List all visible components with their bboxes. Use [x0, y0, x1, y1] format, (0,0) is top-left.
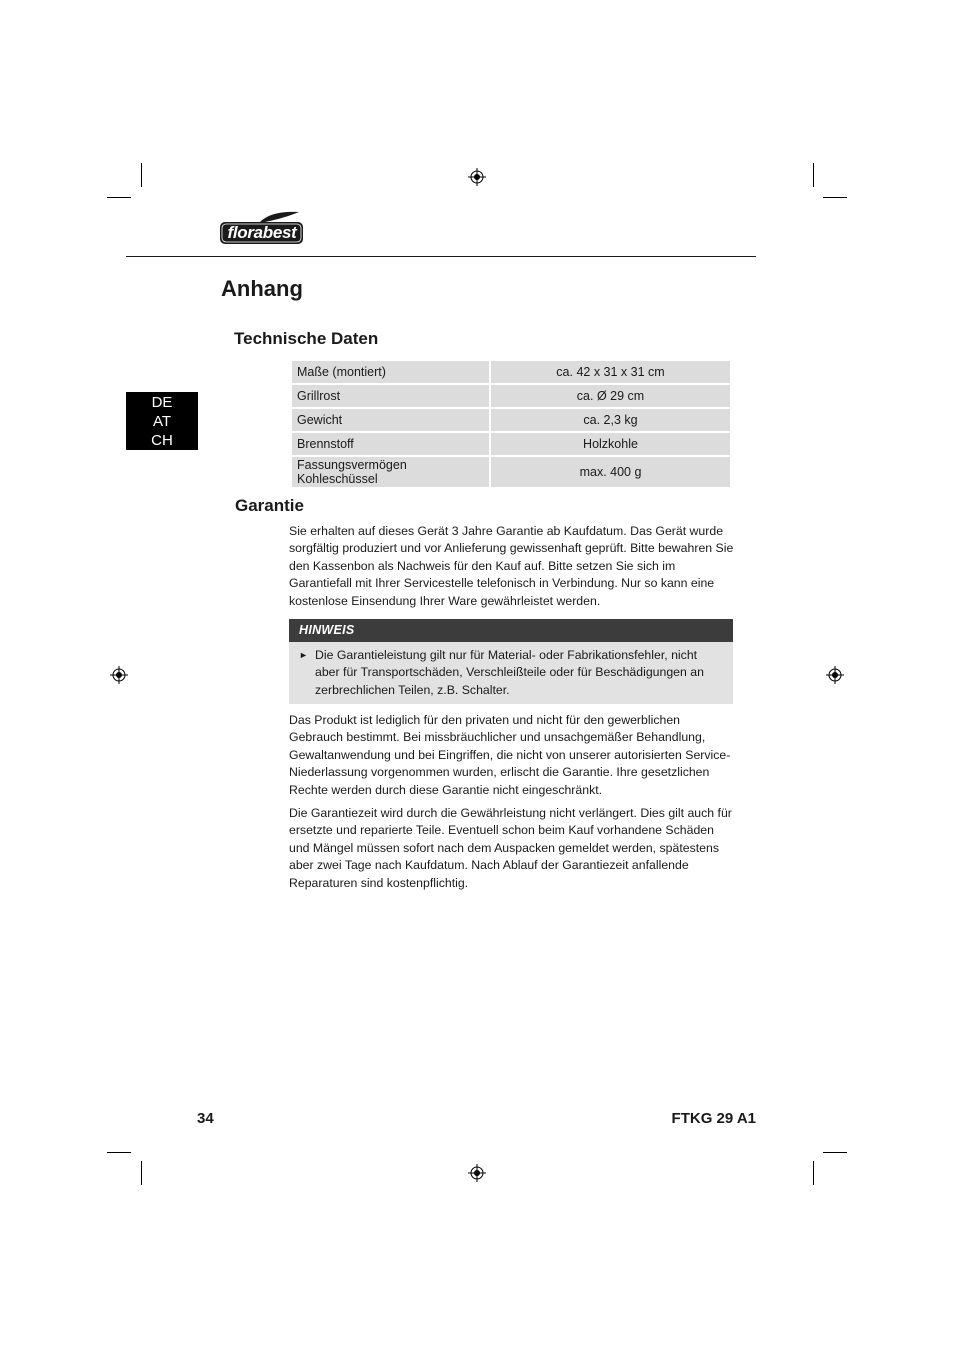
note-body	[289, 642, 733, 704]
crop-mark	[823, 1152, 847, 1153]
crop-mark	[107, 197, 131, 198]
warranty-paragraph: Das Produkt ist lediglich für den privaten und nicht für den gewerblichen Gebrauch bestimmt. Bei missbräuchlicher und unsachgemäßer Behandlung, Gewaltanwendung und bei Eingriffen, die nicht von unserer autorisierten Service-Niederlassung vorgenommen wurden, erlischt die Garantie. Ihre gesetzlichen Rechte werden durch diese Garantie nicht eingeschränkt.	[289, 713, 731, 797]
registration-mark-icon	[826, 666, 844, 684]
note-title: HINWEIS	[289, 619, 733, 642]
spec-value: ca. 42 x 31 x 31 cm	[491, 361, 730, 383]
language-code-de: DE	[151, 393, 173, 411]
language-tab	[126, 392, 198, 450]
section-heading-technical-data: Technische Daten	[234, 329, 379, 348]
crop-mark	[141, 1161, 142, 1185]
spec-value: ca. 2,3 kg	[491, 409, 730, 431]
note-text: Die Garantieleistung gilt nur für Material- oder Fabrikationsfehler, nicht aber für Transportschäden, Verschleißteile oder für Beschädigungen an zerbrechlichen Teilen, z.B. Schalter.	[315, 648, 704, 697]
spec-label: Brennstoff	[292, 433, 489, 455]
registration-mark-icon	[468, 1164, 486, 1182]
technical-data-table	[290, 359, 732, 489]
table-row	[292, 385, 730, 407]
table-row	[292, 433, 730, 455]
registration-mark-icon	[110, 666, 128, 684]
page-number: 34	[197, 1110, 214, 1127]
arrow-right-icon: ►	[299, 650, 308, 660]
brand-name: florabest	[227, 223, 297, 242]
header-divider	[126, 256, 756, 257]
brand-logo	[219, 210, 305, 246]
spec-label: Fassungsvermögen Kohleschüssel	[292, 457, 489, 487]
crop-mark	[813, 163, 814, 187]
warranty-paragraph: Die Garantiezeit wird durch die Gewährleistung nicht verlängert. Dies gilt auch für ersetzte und reparierte Teile. Eventuell schon beim Kauf vorhandene Schäden und Mängel müssen sofort nach dem Auspacken gemeldet werden, spätestens aber zwei Tage nach Kaufdatum. Nach Ablauf der Garantiezeit anfallende Reparaturen sind kostenpflichtig.	[289, 806, 732, 890]
language-code-ch: CH	[151, 431, 173, 449]
spec-value: max. 400 g	[491, 457, 730, 487]
spec-label: Grillrost	[292, 385, 489, 407]
crop-mark	[813, 1161, 814, 1185]
warranty-intro: Sie erhalten auf dieses Gerät 3 Jahre Garantie ab Kaufdatum. Das Gerät wurde sorgfältig produziert und vor Anlieferung gewissenhaft geprüft. Bitte bewahren Sie den Kassenbon als Nachweis für den Kauf auf. Bitte setzen Sie sich im Garantiefall mit Ihrer Servicestelle telefonisch in Verbindung. Nur so kann eine kostenlose Einsendung Ihrer Ware gewährleistet werden.	[289, 524, 734, 608]
table-row	[292, 361, 730, 383]
table-row	[292, 409, 730, 431]
registration-mark-icon	[468, 168, 486, 186]
spec-label: Gewicht	[292, 409, 489, 431]
page-title: Anhang	[221, 276, 303, 301]
crop-mark	[823, 197, 847, 198]
spec-value: ca. Ø 29 cm	[491, 385, 730, 407]
language-code-at: AT	[152, 412, 172, 430]
crop-mark	[107, 1152, 131, 1153]
crop-mark	[141, 163, 142, 187]
model-number: FTKG 29 A1	[671, 1110, 756, 1127]
table-row	[292, 457, 730, 487]
spec-label: Maße (montiert)	[292, 361, 489, 383]
section-heading-warranty: Garantie	[235, 496, 304, 515]
spec-value: Holzkohle	[491, 433, 730, 455]
note-box	[289, 619, 733, 704]
